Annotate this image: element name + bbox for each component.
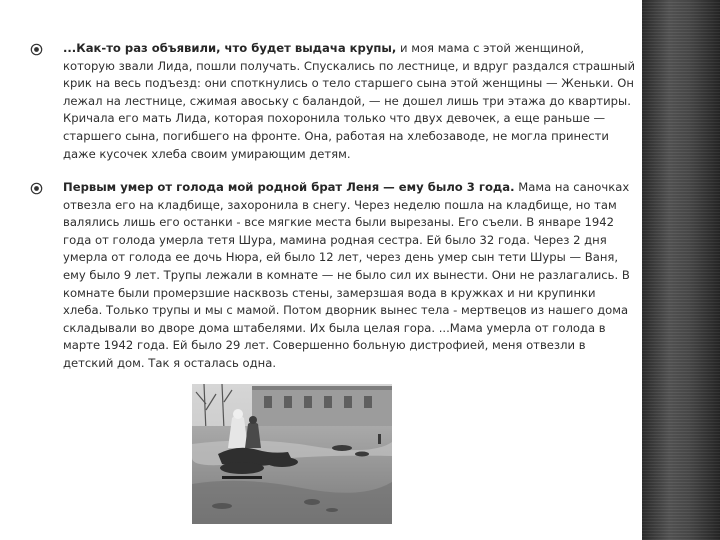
bullet-text-2-bold: Первым умер от голода мой родной брат Леня — ему было 3 года. — [63, 180, 515, 194]
street-scene-image — [192, 384, 392, 524]
historical-photo — [192, 384, 392, 524]
bullet-text-1-bold: ...Как-то раз объявили, что будет выдача крупы, — [63, 41, 397, 55]
bullet-text-1-rest: и моя мама с этой женщиной, которую звали Лида, пошли получать. Спускались по лестнице, и вдруг раздался страшный крик на весь подъезд: они споткнулись о тело старшего сына этой женщины — Женьки. Он лежал на лестнице, сжимая авоську с баландой, — не дошел лишь три этажа до квартиры. Кричала его мать Лида, которая похоронила только что двух девочек, а еще раньше — старшего сына, погибшего на фронте. Она, работая на хлебозаводе, не могла принести даже кусочек хлеба своим умирающим детям. — [63, 41, 635, 161]
bullet-text-2 — [63, 179, 638, 373]
circle-bullet-icon — [30, 182, 43, 195]
bullet-text-2-rest: Мама на саночках отвезла его на кладбище, захоронила в снегу. Через неделю пошла на кладбище, но там валялись лишь его останки - все мягкие места были вырезаны. Его съели. В январе 1942 года от голода умерла тетя Шура, мамина родная сестра. Ей было 32 года. Через 2 дня умерла от голода ее дочь Нюра, ей было 12 лет, через день умер сын тети Шуры — Ваня, ему было 9 лет. Трупы лежали в комнате — не было сил их вынести. Они не разлагались. В комнате были промерзшие насквозь стены, замерзшая вода в кружках и ни крупинки хлеба. Только трупы и мы с мамой. Потом дворник вынес тела - мертвецов из нашего дома складывали во дворе дома штабелями. Их была целая гора. ...Мама умерла от голода в марте 1942 года. Ей было 29 лет. Совершенно больную дистрофией, меня отвезли в детский дом. Так я осталась одна. — [63, 180, 630, 370]
bullet-text-1 — [63, 40, 638, 163]
decorative-sidebar — [642, 0, 720, 540]
circle-bullet-icon — [30, 43, 43, 56]
